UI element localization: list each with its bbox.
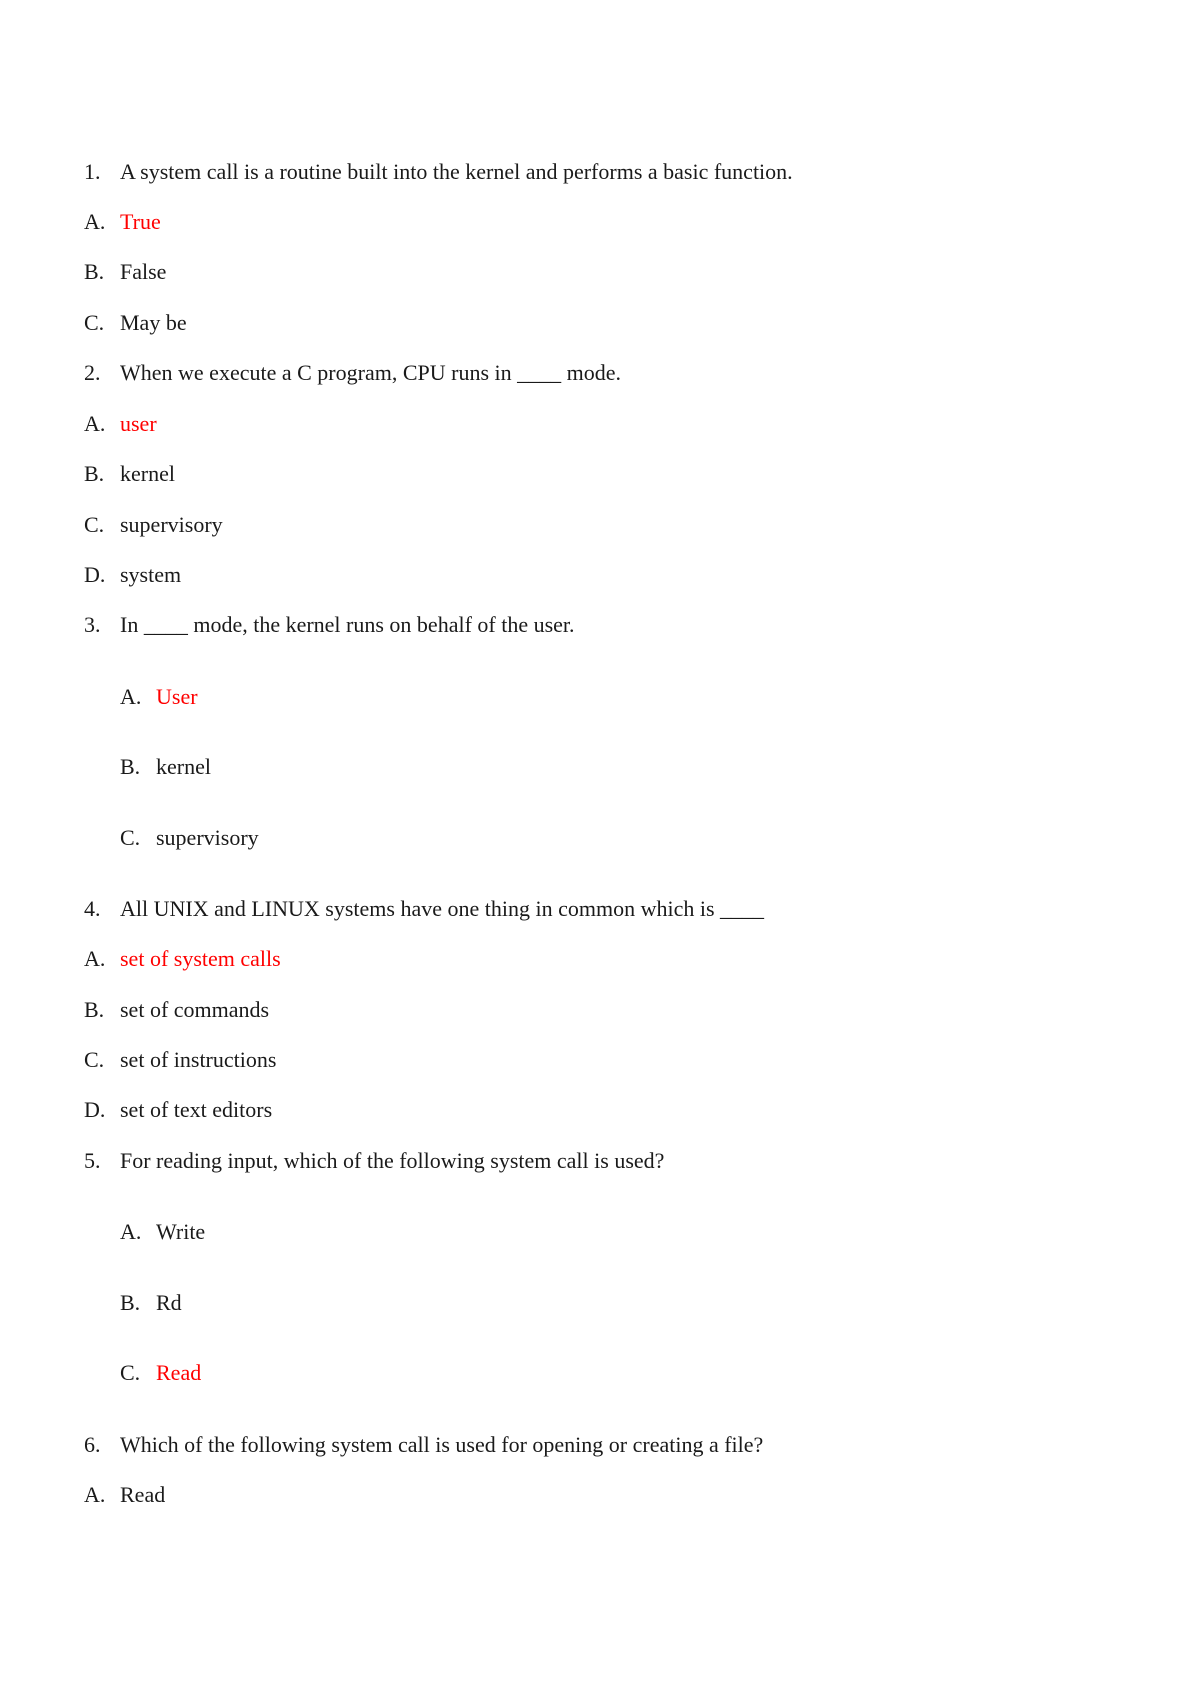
question-text: In ____ mode, the kernel runs on behalf of the user. — [120, 612, 575, 637]
option-letter: A. — [84, 946, 106, 971]
question-text: A system call is a routine built into the kernel and performs a basic function. — [120, 159, 793, 184]
option-text: set of text editors — [120, 1097, 273, 1122]
option-text: system — [120, 562, 182, 587]
option-letter: A. — [84, 411, 106, 436]
option-letter: B. — [84, 259, 105, 284]
option-letter: D. — [84, 562, 106, 587]
question-text: Which of the following system call is used for opening or creating a file? — [120, 1432, 764, 1457]
option-text: May be — [120, 310, 187, 335]
option-text-correct: Read — [156, 1360, 202, 1385]
question-text: When we execute a C program, CPU runs in ____ mode. — [120, 360, 621, 385]
option-text: Write — [156, 1219, 206, 1244]
question-text: For reading input, which of the following system call is used? — [120, 1148, 665, 1173]
option-letter: B. — [120, 1290, 141, 1315]
option-text: Read — [120, 1482, 166, 1507]
option-text: Rd — [156, 1290, 182, 1315]
option-letter: B. — [84, 461, 105, 486]
question-number: 2. — [84, 360, 101, 385]
question-number: 4. — [84, 896, 101, 921]
option-text: supervisory — [120, 512, 223, 537]
option-text: kernel — [120, 461, 175, 486]
option-text: set of commands — [120, 997, 270, 1022]
option-letter: C. — [120, 1360, 141, 1385]
option-text: set of instructions — [120, 1047, 277, 1072]
option-letter: A. — [120, 1219, 142, 1244]
option-letter: C. — [84, 512, 105, 537]
option-letter: D. — [84, 1097, 106, 1122]
question-number: 6. — [84, 1432, 101, 1457]
option-letter: A. — [120, 684, 142, 709]
question-number: 1. — [84, 159, 101, 184]
option-letter: C. — [84, 310, 105, 335]
question-number: 3. — [84, 612, 101, 637]
option-letter: A. — [84, 1482, 106, 1507]
option-text-correct: User — [156, 684, 198, 709]
option-letter: C. — [84, 1047, 105, 1072]
option-text-correct: set of system calls — [120, 946, 281, 971]
option-text-correct: user — [120, 411, 157, 436]
option-letter: C. — [120, 825, 141, 850]
option-letter: B. — [84, 997, 105, 1022]
question-number: 5. — [84, 1148, 101, 1173]
option-text-correct: True — [120, 209, 161, 234]
option-text: kernel — [156, 754, 211, 779]
option-text: False — [120, 259, 167, 284]
option-text: supervisory — [156, 825, 259, 850]
option-letter: B. — [120, 754, 141, 779]
option-letter: A. — [84, 209, 106, 234]
question-text: All UNIX and LINUX systems have one thing in common which is ____ — [120, 896, 765, 921]
